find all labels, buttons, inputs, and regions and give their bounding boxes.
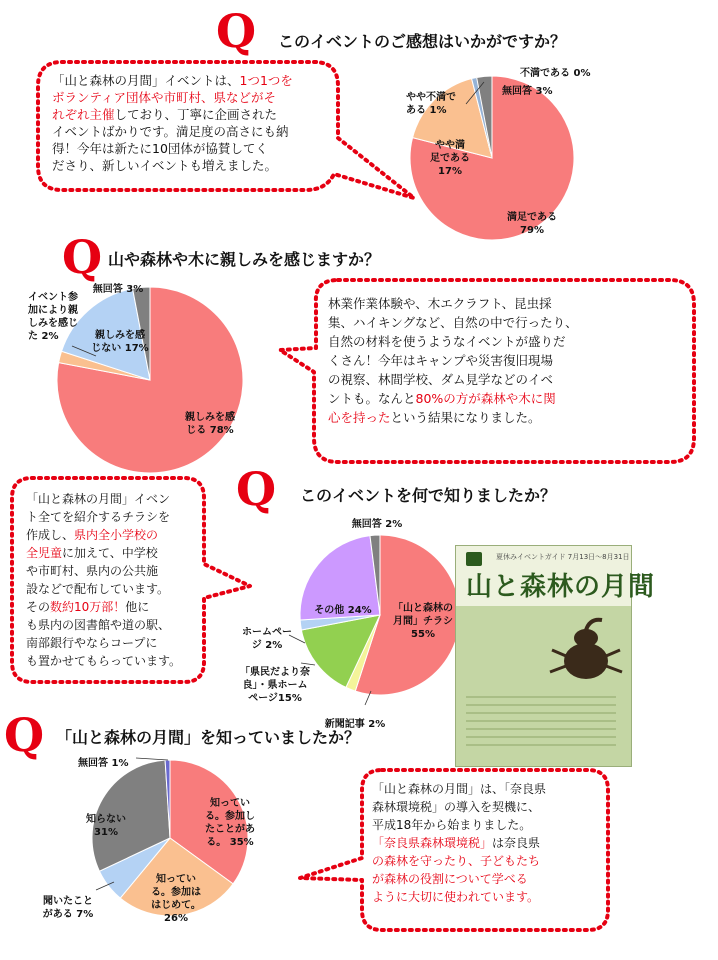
bubble-line bbox=[328, 294, 690, 313]
slice-label bbox=[93, 282, 143, 295]
bubble-line bbox=[372, 780, 608, 798]
slice-label-line: ホームペー bbox=[242, 627, 292, 638]
speech-bubble-4 bbox=[300, 770, 710, 940]
body-text: くさん！今年はキャンプや災害復旧現場 bbox=[328, 353, 554, 368]
flyer-logo bbox=[466, 552, 482, 566]
body-text: 他に bbox=[125, 600, 150, 614]
body-text: も県内の図書館や道の駅、 bbox=[26, 618, 171, 632]
question-4-title: 「山と森林の月間」を知っていましたか？ bbox=[56, 728, 361, 747]
slice-label bbox=[240, 665, 310, 704]
bubble-text-3 bbox=[26, 490, 202, 670]
body-text: に加えて、中学校 bbox=[62, 546, 158, 560]
slice-label-line: やや満 bbox=[435, 140, 465, 151]
speech-bubble-2 bbox=[280, 280, 700, 470]
bubble-line bbox=[372, 834, 608, 852]
slice-label-line: 「山と森林の bbox=[393, 603, 453, 614]
slice-label-line: 知ってい bbox=[210, 798, 250, 809]
slice-label-line: 31% bbox=[94, 827, 118, 838]
slice-label-line: 26% bbox=[164, 913, 188, 924]
slice-label-line: た 2% bbox=[28, 331, 59, 342]
slice-label-line: 加により親 bbox=[28, 305, 78, 316]
highlight-text: 全児童 bbox=[26, 546, 63, 560]
body-text: イベントばかりです。満足度の高さにも納 bbox=[52, 124, 289, 139]
pie-chart-4 bbox=[20, 752, 320, 932]
bubble-line bbox=[328, 313, 690, 332]
slice-label-line: 不満である 0% bbox=[520, 68, 591, 79]
body-text: ださり、新しいイベントも増えました。 bbox=[52, 158, 278, 173]
bubble-line bbox=[26, 562, 202, 580]
slice-label bbox=[502, 84, 552, 97]
body-text: も置かせてもらっています。 bbox=[26, 654, 182, 668]
highlight-text: 県内全小学校の bbox=[74, 528, 159, 542]
body-text: 南部銀行やならコープに bbox=[26, 636, 158, 650]
highlight-text: 数約10万部！ bbox=[50, 600, 126, 614]
bubble-line bbox=[26, 616, 202, 634]
slice-label-line: ある 1% bbox=[406, 105, 447, 116]
slice-label-line: 79% bbox=[520, 225, 544, 236]
bubble-text-2 bbox=[328, 294, 690, 427]
body-text: は奈良県 bbox=[492, 836, 541, 850]
bubble-line bbox=[52, 123, 332, 140]
bubble-line bbox=[26, 508, 202, 526]
q-mark-3: Q bbox=[236, 462, 277, 516]
slice-label bbox=[78, 756, 128, 769]
body-text: 森林環境税」の導入を契機に、 bbox=[372, 800, 541, 814]
body-text: 「山と森林の月間」イベントは、 bbox=[52, 73, 240, 88]
slice-label-line: たことがあ bbox=[205, 824, 255, 835]
highlight-text: 80%の方が森林や木に関 bbox=[415, 391, 556, 406]
bubble-line bbox=[52, 72, 332, 89]
leader-line bbox=[136, 758, 168, 760]
q-mark-2: Q bbox=[62, 230, 103, 284]
slice-label-line: る。 35% bbox=[206, 837, 254, 848]
slice-label-line: はじめて。 bbox=[151, 900, 201, 911]
bubble-line bbox=[328, 370, 690, 389]
body-text: 集、ハイキングなど、自然の中で行ったり、 bbox=[328, 315, 578, 330]
beetle-icon bbox=[546, 616, 626, 686]
slice-label-line: じる 78% bbox=[186, 425, 234, 436]
bubble-text-1 bbox=[52, 72, 332, 174]
slice-label-line: 親しみを感 bbox=[185, 412, 235, 423]
pie-chart-1 bbox=[400, 60, 718, 250]
flyer-subtitle: 夏休みイベントガイド 7月13日～8月31日 bbox=[496, 553, 630, 561]
bubble-line bbox=[26, 580, 202, 598]
event-flyer-image bbox=[455, 545, 656, 767]
slice-label-line: る。参加し bbox=[205, 811, 255, 822]
flyer-title: 山と森林の月間 bbox=[466, 572, 656, 602]
slice-label bbox=[314, 603, 371, 616]
body-text: ントも。なんと bbox=[328, 391, 416, 406]
question-3-title: このイベントを何で知りましたか？ bbox=[300, 486, 557, 505]
speech-bubble-1 bbox=[38, 62, 418, 232]
body-text: の視察、林間学校、ダム見学などのイベ bbox=[328, 372, 554, 387]
body-text: ト全てを紹介するチラシを bbox=[26, 510, 171, 524]
slice-label bbox=[352, 517, 402, 530]
question-2-title: 山や森林や木に親しみを感じますか？ bbox=[108, 250, 381, 269]
slice-label-line: 「県民だより奈 bbox=[240, 667, 310, 678]
body-text: 自然の材料を使うようなイベントが盛りだ bbox=[328, 334, 566, 349]
body-text: 「山と森林の月間」は、「奈良県 bbox=[372, 782, 547, 796]
body-text: しており、丁寧に企画された bbox=[114, 107, 278, 122]
slice-label-line: る。参加は bbox=[151, 887, 201, 898]
pie-chart-2 bbox=[10, 270, 310, 480]
highlight-text: ボランティア団体や市町村、県などがそ bbox=[52, 90, 277, 105]
body-text: その bbox=[26, 600, 51, 614]
slice-label-line: 55% bbox=[411, 629, 435, 640]
slice-label-line: じない 17% bbox=[91, 343, 149, 354]
slice-label-line: 足である bbox=[430, 153, 470, 164]
highlight-text: が森林の役割について学べる bbox=[372, 872, 528, 886]
bubble-line bbox=[52, 157, 332, 174]
highlight-text: 「奈良県森林環境税」 bbox=[372, 836, 493, 850]
slice-label-line: 17% bbox=[438, 166, 462, 177]
slice-label-line: ページ15% bbox=[248, 693, 302, 704]
slice-label-line: 満足である bbox=[507, 212, 557, 223]
bubble-line bbox=[328, 332, 690, 351]
bubble-line bbox=[52, 106, 332, 123]
bubble-line bbox=[372, 852, 608, 870]
body-text: 設などで配布しています。 bbox=[26, 582, 170, 596]
bubble-line bbox=[328, 408, 690, 427]
bubble-line bbox=[372, 798, 608, 816]
highlight-text: の森林を守ったり、子どもたち bbox=[372, 854, 541, 868]
bubble-line bbox=[372, 888, 608, 906]
body-text: 平成18年から始まりました。 bbox=[372, 818, 532, 832]
q-mark-1: Q bbox=[216, 4, 257, 58]
body-text: や市町村、県内の公共施 bbox=[26, 564, 159, 578]
body-text: 作成し、 bbox=[26, 528, 75, 542]
q-mark-4: Q bbox=[4, 708, 45, 762]
slice-label-line: 知らない bbox=[86, 814, 126, 825]
slice-label bbox=[520, 66, 590, 79]
highlight-text: ように大切に使われています。 bbox=[372, 890, 540, 904]
leader-line bbox=[301, 663, 315, 665]
highlight-text: れぞれ主催 bbox=[52, 107, 115, 122]
bubble-line bbox=[26, 652, 202, 670]
bubble-line bbox=[372, 816, 608, 834]
slice-label bbox=[43, 894, 93, 920]
bubble-line bbox=[372, 870, 608, 888]
bubble-line bbox=[26, 598, 202, 616]
body-text: 「山と森林の月間」イベン bbox=[26, 492, 171, 506]
bubble-line bbox=[52, 89, 332, 106]
slice-label-line: その他 24% bbox=[314, 605, 372, 616]
slice-label bbox=[242, 626, 292, 651]
highlight-text: 1つ1つを bbox=[239, 73, 293, 88]
bubble-line bbox=[328, 351, 690, 370]
body-text: という結果になりました。 bbox=[390, 410, 541, 425]
pie-chart-3 bbox=[215, 505, 475, 730]
bubble-line bbox=[26, 490, 202, 508]
slice-label-line: 月間」チラシ bbox=[393, 616, 453, 627]
question-1-title: このイベントのご感想はいかがですか？ bbox=[278, 32, 567, 51]
bubble-line bbox=[26, 544, 202, 562]
body-text: 林業作業体験や、木エクラフト、昆虫採 bbox=[328, 296, 552, 311]
highlight-text: 心を持った bbox=[328, 410, 391, 425]
slice-label-line: 良」・県ホーム bbox=[242, 680, 308, 691]
slice-label-line: 新聞記事 2% bbox=[324, 719, 386, 730]
slice-label-line: 無回答 1% bbox=[78, 758, 129, 769]
slice-label-line: 無回答 3% bbox=[502, 86, 553, 97]
slice-label-line: イベント参 bbox=[28, 292, 78, 303]
slice-label-line: やや不満で bbox=[406, 92, 456, 103]
bubble-line bbox=[26, 526, 202, 544]
bubble-line bbox=[328, 389, 690, 408]
slice-label-line: しみを感じ bbox=[28, 318, 78, 329]
slice-label-line: 知ってい bbox=[156, 874, 196, 885]
slice-label-line: 聞いたこと bbox=[43, 896, 93, 907]
slice-label-line: 無回答 2% bbox=[351, 519, 403, 530]
bubble-line bbox=[52, 140, 332, 157]
slice-label-line: がある 7% bbox=[42, 909, 94, 920]
bubble-line bbox=[26, 634, 202, 652]
slice-label-line: 無回答 3% bbox=[92, 284, 144, 295]
body-text: 得！今年は新たに10団体が協賛してく bbox=[52, 141, 268, 156]
bubble-text-4 bbox=[372, 780, 608, 906]
slice-label-line: 親しみを感 bbox=[95, 330, 145, 341]
slice-label-line: ジ 2% bbox=[251, 640, 283, 651]
